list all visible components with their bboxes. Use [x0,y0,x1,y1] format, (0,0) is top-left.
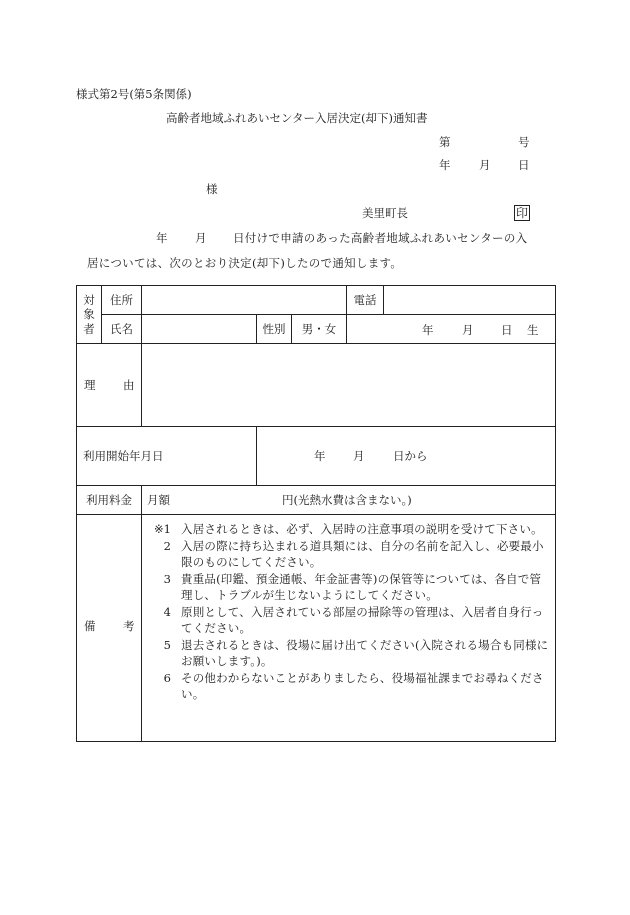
start-date-field[interactable] [257,427,556,486]
fee-monthly-label: 月額 [147,493,170,507]
note-item: 6 その他わからないことがありましたら、役場福祉課までお尋ねください。 [163,671,544,701]
addressee-suffix: 様 [206,182,218,196]
start-suffix: 日から [393,449,428,463]
notice-form-table [76,285,556,742]
phone-label: 電話 [347,286,384,315]
start-year-label: 年 [314,449,326,463]
note-item: 4 原則として、入居されている部屋の掃除等の管理は、入居者自身行ってください。 [163,605,544,635]
remarks-label-char-2: 考 [123,619,135,633]
fee-label: 利用料金 [77,486,142,515]
note-item: 5 退去されるときは、役場に届け出てください(入院される場合も同様にお願いします。)。 [163,638,549,668]
remarks-notes [142,515,556,742]
remarks-label-cell [77,515,142,742]
issuer-name: 美里町長 [362,206,408,220]
subject-label-cell [77,286,102,344]
document-title: 高齢者地域ふれあいセンター入居決定(却下)通知書 [166,111,428,125]
phone-field[interactable] [384,286,556,315]
number-label-go: 号 [518,135,530,149]
fee-field[interactable] [142,486,556,515]
name-field[interactable] [142,315,257,344]
note-item: ※1 入居されるときは、必ず、入居時の注意事項の説明を受けて下さい。 [154,522,543,536]
start-date-label-cell [77,427,257,486]
gender-options[interactable]: 男・女 [292,315,347,344]
birth-suffix: 生 [527,323,539,337]
gender-label: 性別 [257,315,292,344]
intro-line-2: 居については、次のとおり決定(却下)したので通知します。 [87,256,403,270]
intro-month: 月 [195,231,207,245]
reason-label-char-2: 由 [123,378,135,392]
fee-yen-note: 円(光熱水費は含まない。) [282,493,412,507]
birth-year-label: 年 [422,323,434,337]
address-label: 住所 [102,286,142,315]
intro-line-1: 日付けで申請のあった高齢者地域ふれあいセンターの入 [233,231,528,245]
date-month-label: 月 [479,158,491,172]
start-date-label: 利用開始年月日 [83,449,164,463]
reason-label-char-1: 理 [84,378,96,392]
note-item: 3 貴重品(印鑑、預金通帳、年金証書等)の保管等については、各自で管理し、トラブルが生じないようにしてください。 [163,572,542,602]
date-day-label: 日 [518,158,530,172]
intro-year: 年 [156,231,168,245]
birth-day-label: 日 [501,323,513,337]
form-number: 様式第2号(第5条関係) [76,87,192,101]
birth-date-field[interactable] [347,315,556,344]
note-item: 2 入居の際に持ち込まれる道具類には、自分の名前を記入し、必要最小限のものにしてください。 [163,539,544,569]
reason-field[interactable] [142,344,556,427]
seal-mark: 印 [516,206,529,220]
name-label: 氏名 [102,315,142,344]
reason-label-cell [77,344,142,427]
address-field[interactable] [142,286,347,315]
subject-label: 対象者 [83,292,95,336]
remarks-label-char-1: 備 [84,619,96,633]
date-year-label: 年 [439,158,451,172]
number-label-dai: 第 [439,135,451,149]
birth-month-label: 月 [462,323,474,337]
start-month-label: 月 [353,449,365,463]
